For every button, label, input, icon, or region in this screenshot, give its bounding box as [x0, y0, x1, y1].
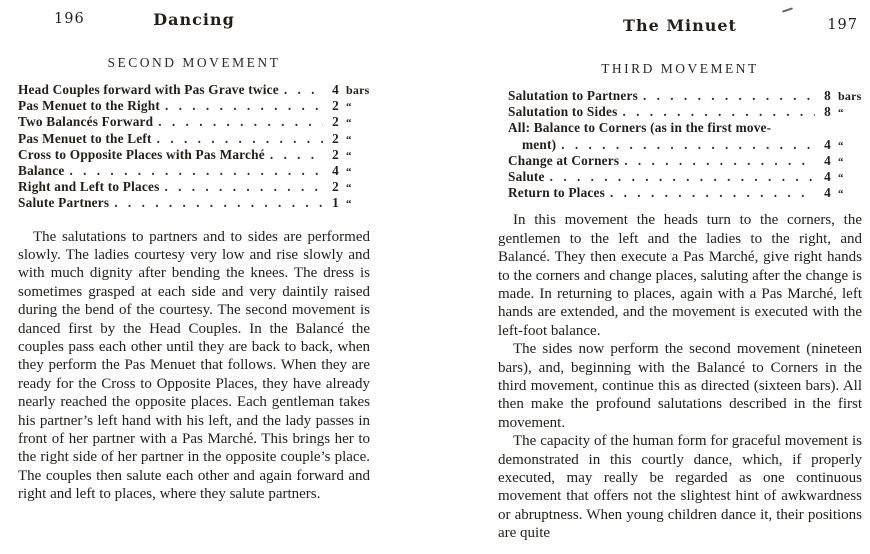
table-row — [18, 98, 370, 114]
row-unit-ditto: “ — [838, 139, 845, 152]
left-page-number: 196 — [54, 11, 85, 27]
table-row — [508, 169, 862, 185]
row-bars-value: 2 — [332, 130, 339, 146]
row-unit-ditto: “ — [346, 101, 353, 114]
paragraph: The capacity of the human form for graceful movement is demonstrated in this courtly dance, which, if properly executed, may really be regarded as one continuous movement that offers not the slightest hint of awkwardness or abruptness. When young children dance it, their positions are quite — [498, 433, 862, 542]
row-label: Salutation to Sides — [508, 104, 618, 120]
row-bars-value: 2 — [332, 146, 339, 162]
row-bars-value: 4 — [332, 82, 339, 97]
row-bars-value: 8 — [824, 88, 831, 103]
row-label: Balance — [18, 162, 65, 178]
row-bars-value: 2 — [332, 179, 339, 195]
table-row — [18, 131, 370, 147]
dot-leader — [157, 131, 323, 147]
paragraph: The salutations to partners and to sides are performed slowly. The ladies courtesy very low and rise slowly and with much dignity after bending the knees. The dress is sometimes grasped at each side and very daintily raised during the bend of the courtesy. The second movement is danced first by the Head Couples. In the Balancé the couples pass each other until they are back to back, when they perform the Pas Menuet that follows. When they are ready for the Cross to Opposite Places, they have already nearly reached the opposite places. Each gentleman takes his partner’s left hand with his left, and the lady passes in front of her partner with a Pas Marché. This brings her to the right side of her partner in the opposite couple’s place. The couples then salute each other and again forward and right and left to places, where they salute partners. — [18, 228, 370, 503]
row-label-continuation: ment) — [522, 136, 557, 152]
right-running-head: The Minuet — [623, 16, 737, 35]
table-row — [508, 88, 862, 104]
row-unit: bars — [346, 83, 370, 97]
page-left — [18, 10, 370, 504]
dot-leader — [165, 98, 323, 114]
table-row — [18, 179, 370, 195]
row-bars-value: 1 — [332, 195, 339, 211]
page-right — [498, 16, 862, 543]
dot-leader — [610, 185, 815, 201]
row-label: Return to Places — [508, 185, 605, 201]
right-page-number: 197 — [827, 17, 858, 33]
row-unit-ditto: “ — [838, 107, 845, 120]
row-label: Salute — [508, 168, 545, 184]
row-bars-value: 4 — [824, 168, 831, 184]
row-unit-ditto: “ — [346, 198, 353, 211]
row-unit: bars — [838, 89, 862, 103]
row-bars-value: 2 — [332, 98, 339, 114]
row-label: Cross to Opposite Places with Pas Marché — [18, 146, 265, 162]
table-row — [18, 114, 370, 130]
table-row — [508, 153, 862, 169]
dot-leader — [284, 82, 323, 98]
row-unit-ditto: “ — [346, 117, 353, 130]
row-bars-value: 4 — [824, 136, 831, 152]
table-row — [18, 147, 370, 163]
row-label: Head Couples forward with Pas Grave twice — [18, 82, 279, 97]
right-figure-table — [498, 88, 862, 201]
table-row-wrapped-first-line — [508, 120, 862, 136]
left-page-header — [18, 10, 370, 29]
row-unit-ditto: “ — [346, 182, 353, 195]
row-bars-value: 4 — [332, 162, 339, 178]
left-body-text — [18, 228, 370, 504]
row-label: Salute Partners — [18, 195, 110, 211]
row-unit-ditto: “ — [346, 133, 353, 146]
right-page-header — [498, 16, 862, 35]
dot-leader — [622, 104, 815, 120]
left-figure-table — [18, 82, 370, 212]
dot-leader — [643, 88, 815, 104]
row-bars-value: 8 — [824, 104, 831, 120]
table-row — [508, 185, 862, 201]
row-unit-ditto: “ — [838, 155, 845, 168]
dot-leader — [624, 153, 815, 169]
dot-leader — [158, 114, 323, 130]
row-label: Change at Corners — [508, 152, 620, 168]
left-running-head: Dancing — [153, 10, 235, 29]
row-bars-value: 4 — [824, 185, 831, 201]
right-body-text — [498, 211, 862, 542]
dot-leader — [550, 169, 815, 185]
row-unit-ditto: “ — [346, 165, 353, 178]
row-label: All: Balance to Corners (as in the first move- — [508, 120, 772, 136]
row-unit-ditto: “ — [838, 188, 845, 201]
row-label: Salutation to Partners — [508, 88, 638, 103]
dot-leader — [114, 195, 323, 211]
row-unit-ditto: “ — [838, 171, 845, 184]
table-row — [18, 82, 370, 98]
dot-leader — [561, 137, 815, 153]
row-bars-value: 4 — [824, 152, 831, 168]
row-label: Pas Menuet to the Right — [18, 98, 160, 114]
right-section-title: THIRD MOVEMENT — [601, 61, 759, 76]
dot-leader — [164, 179, 323, 195]
paragraph: The sides now perform the second movement (nineteen bars), and, beginning with the Balancé to Corners in the third movement, continue this as directed (sixteen bars). All then make the profound salutations described in the first movement. — [498, 341, 862, 431]
row-label: Pas Menuet to the Left — [18, 130, 152, 146]
row-label: Two Balancés Forward — [18, 114, 154, 130]
table-row — [18, 195, 370, 211]
left-section-title: SECOND MOVEMENT — [107, 55, 281, 70]
dot-leader — [69, 163, 323, 179]
row-bars-value: 2 — [332, 114, 339, 130]
table-row — [18, 163, 370, 179]
row-label: Right and Left to Places — [18, 179, 160, 195]
dot-leader — [270, 147, 323, 163]
scan-artifact-mark — [782, 7, 793, 12]
paragraph: In this movement the heads turn to the corners, the gentlemen to the left and the ladies to the right, and Balancé. They then execute a Pas Marché, give right hands to the corners and change places, saluting after the change is made. In returning to places, again with a Pas Marché, left hands are extended, and the movement is executed with the left-foot balance. — [498, 212, 862, 339]
table-row-wrapped-second-line — [508, 137, 862, 153]
table-row — [508, 104, 862, 120]
row-unit-ditto: “ — [346, 149, 353, 162]
